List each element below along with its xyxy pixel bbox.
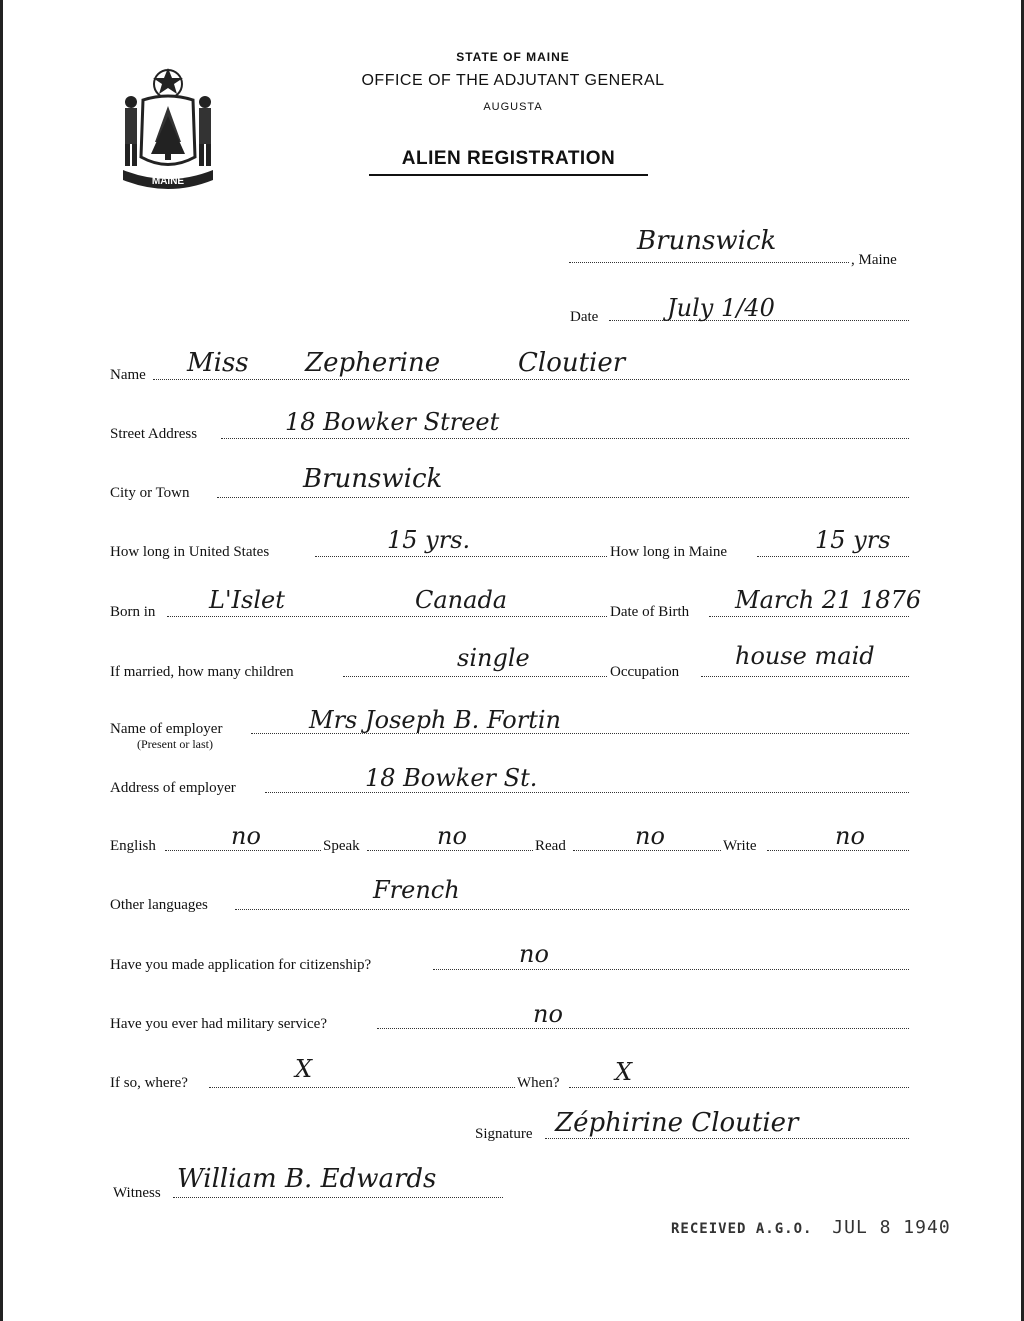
occupation-line bbox=[701, 676, 909, 677]
english-value: no bbox=[231, 822, 261, 850]
dob-line bbox=[709, 616, 909, 617]
citizenship-value: no bbox=[519, 940, 549, 968]
when-line bbox=[569, 1087, 909, 1088]
read-label: Read bbox=[535, 838, 566, 854]
signature-value: Zéphirine Cloutier bbox=[555, 1108, 799, 1138]
military-value: no bbox=[533, 1000, 563, 1028]
employer-note: (Present or last) bbox=[137, 737, 213, 751]
employer-label: Name of employer bbox=[110, 721, 223, 737]
how-long-maine-value: 15 yrs bbox=[815, 526, 891, 554]
where-label: If so, where? bbox=[110, 1075, 188, 1091]
where-line bbox=[209, 1087, 515, 1088]
how-long-us-value: 15 yrs. bbox=[387, 526, 471, 554]
other-languages-line bbox=[235, 909, 909, 910]
town-value: Brunswick bbox=[637, 226, 777, 256]
name-title-value: Miss bbox=[187, 348, 249, 378]
city-line bbox=[217, 497, 909, 498]
read-line bbox=[573, 850, 721, 851]
received-stamp bbox=[671, 1217, 951, 1238]
when-label: When? bbox=[517, 1075, 560, 1091]
received-stamp-text: RECEIVED A.G.O. bbox=[671, 1221, 813, 1237]
where-value: X bbox=[295, 1055, 313, 1083]
signature-label: Signature bbox=[475, 1126, 533, 1142]
other-languages-value: French bbox=[373, 876, 460, 904]
dob-value: March 21 1876 bbox=[735, 586, 922, 614]
city-label: City or Town bbox=[110, 485, 190, 501]
maine-state-seal bbox=[113, 62, 223, 192]
employer-address-label: Address of employer bbox=[110, 780, 236, 796]
town-line bbox=[569, 262, 849, 263]
children-label: If married, how many children bbox=[110, 664, 294, 680]
signature-line bbox=[545, 1138, 909, 1139]
form-title: ALIEN REGISTRATION bbox=[401, 148, 616, 169]
speak-line bbox=[367, 850, 533, 851]
date-value: July 1/40 bbox=[667, 294, 775, 322]
children-line bbox=[343, 676, 607, 677]
witness-line bbox=[173, 1197, 503, 1198]
how-long-maine-label: How long in Maine bbox=[610, 544, 728, 560]
how-long-us-line bbox=[315, 556, 607, 557]
read-value: no bbox=[635, 822, 665, 850]
other-languages-label: Other languages bbox=[110, 897, 208, 913]
date-label: Date bbox=[570, 309, 599, 325]
employer-value: Mrs Joseph B. Fortin bbox=[309, 706, 561, 734]
how-long-us-label: How long in United States bbox=[110, 544, 270, 560]
born-in-label: Born in bbox=[110, 604, 156, 620]
name-label: Name bbox=[110, 367, 146, 383]
born-in-line bbox=[167, 616, 607, 617]
employer-address-line bbox=[265, 792, 909, 793]
title-underline bbox=[369, 174, 648, 176]
received-stamp-date: JUL 8 1940 bbox=[832, 1217, 951, 1238]
city-heading: AUGUSTA bbox=[483, 101, 543, 113]
city-value: Brunswick bbox=[303, 464, 443, 494]
military-label: Have you ever had military service? bbox=[110, 1016, 327, 1032]
speak-label: Speak bbox=[323, 838, 360, 854]
occupation-label: Occupation bbox=[610, 664, 680, 680]
english-label: English bbox=[110, 838, 156, 854]
first-name-value: Zepherine bbox=[305, 348, 441, 378]
birth-place-value: L'Islet bbox=[209, 586, 285, 614]
maine-label: , Maine bbox=[851, 252, 897, 268]
street-label: Street Address bbox=[110, 426, 198, 442]
citizenship-label: Have you made application for citizenship? bbox=[110, 957, 372, 973]
last-name-value: Cloutier bbox=[518, 348, 626, 378]
english-line bbox=[165, 850, 321, 851]
citizenship-line bbox=[433, 969, 909, 970]
state-heading: STATE OF MAINE bbox=[456, 50, 570, 64]
seal-lettering: MAINE bbox=[151, 176, 185, 187]
write-line bbox=[767, 850, 909, 851]
street-line bbox=[221, 438, 909, 439]
witness-value: William B. Edwards bbox=[177, 1164, 437, 1194]
street-value: 18 Bowker Street bbox=[285, 408, 500, 436]
military-line bbox=[377, 1028, 909, 1029]
children-value: single bbox=[457, 644, 530, 672]
name-line bbox=[153, 379, 909, 380]
dob-label: Date of Birth bbox=[610, 604, 690, 620]
occupation-value: house maid bbox=[735, 642, 875, 670]
when-value: X bbox=[615, 1058, 633, 1086]
how-long-maine-line bbox=[757, 556, 909, 557]
write-value: no bbox=[835, 822, 865, 850]
witness-label: Witness bbox=[113, 1185, 161, 1201]
birth-country-value: Canada bbox=[415, 586, 508, 614]
write-label: Write bbox=[723, 838, 757, 854]
speak-value: no bbox=[437, 822, 467, 850]
employer-address-value: 18 Bowker St. bbox=[365, 764, 538, 792]
office-heading: OFFICE OF THE ADJUTANT GENERAL bbox=[361, 72, 665, 89]
